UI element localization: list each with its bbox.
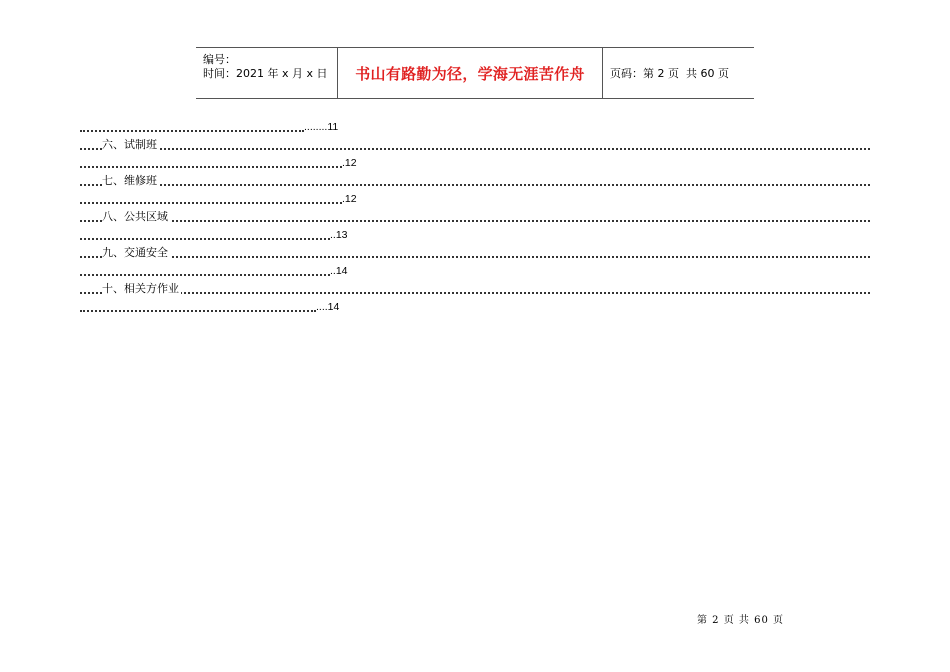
page-footer: 第 2 页 共 60 页 (697, 615, 784, 626)
toc-page-number: ..14 (330, 265, 348, 277)
toc-page-number: ..13 (330, 229, 348, 241)
document-header (196, 47, 754, 99)
toc-leader-dots (80, 310, 316, 312)
table-of-contents (80, 118, 870, 316)
toc-page-number: .12 (342, 193, 357, 205)
toc-entry-title-line[interactable] (80, 280, 870, 298)
toc-entry-title: 六、试制班 (102, 138, 157, 151)
toc-entry-title: 七、维修班 (102, 174, 157, 187)
toc-entry-title-line[interactable] (80, 244, 870, 262)
toc-entry-title-line[interactable] (80, 172, 870, 190)
toc-leader-dots (80, 238, 330, 240)
toc-entry-title-line[interactable] (80, 208, 870, 226)
toc-entry-page-line[interactable] (80, 154, 870, 172)
toc-leader-dots (80, 184, 870, 186)
header-page-info (603, 48, 754, 98)
header-motto: 书山有路勤为径，学海无涯苦作舟 (338, 48, 603, 98)
toc-leader-dots (80, 202, 342, 204)
toc-page-number: .12 (342, 157, 357, 169)
toc-entry-title: 八、公共区域 (102, 210, 168, 223)
toc-leader-dots (80, 166, 342, 168)
toc-leader-dots (80, 274, 330, 276)
toc-continuation-line[interactable] (80, 118, 870, 136)
toc-entry-title: 九、交通安全 (102, 246, 168, 259)
document-date: 时间：2021 年 x 月 x 日 (203, 67, 328, 80)
toc-entry-page-line[interactable] (80, 226, 870, 244)
header-meta (196, 48, 338, 98)
toc-entry-page-line[interactable] (80, 298, 870, 316)
toc-entry-page-line[interactable] (80, 262, 870, 280)
toc-page-number (304, 121, 338, 134)
header-page-info-text: 页码：第 2 页 共 60 页 (610, 67, 729, 80)
toc-leader-dots (80, 148, 870, 150)
toc-leader-dots (80, 256, 870, 258)
toc-entry-page-line[interactable] (80, 190, 870, 208)
toc-leader-dots (80, 130, 304, 132)
toc-entry-title-line[interactable] (80, 136, 870, 154)
toc-page-value: 11 (327, 121, 339, 133)
toc-page-number: ....14 (316, 301, 340, 313)
toc-page-prefix: ........ (304, 121, 328, 133)
toc-leader-dots (80, 292, 870, 294)
toc-entry-title: 十、相关方作业 (102, 282, 179, 295)
toc-leader-dots (80, 220, 870, 222)
document-number-label: 编号： (203, 53, 236, 66)
